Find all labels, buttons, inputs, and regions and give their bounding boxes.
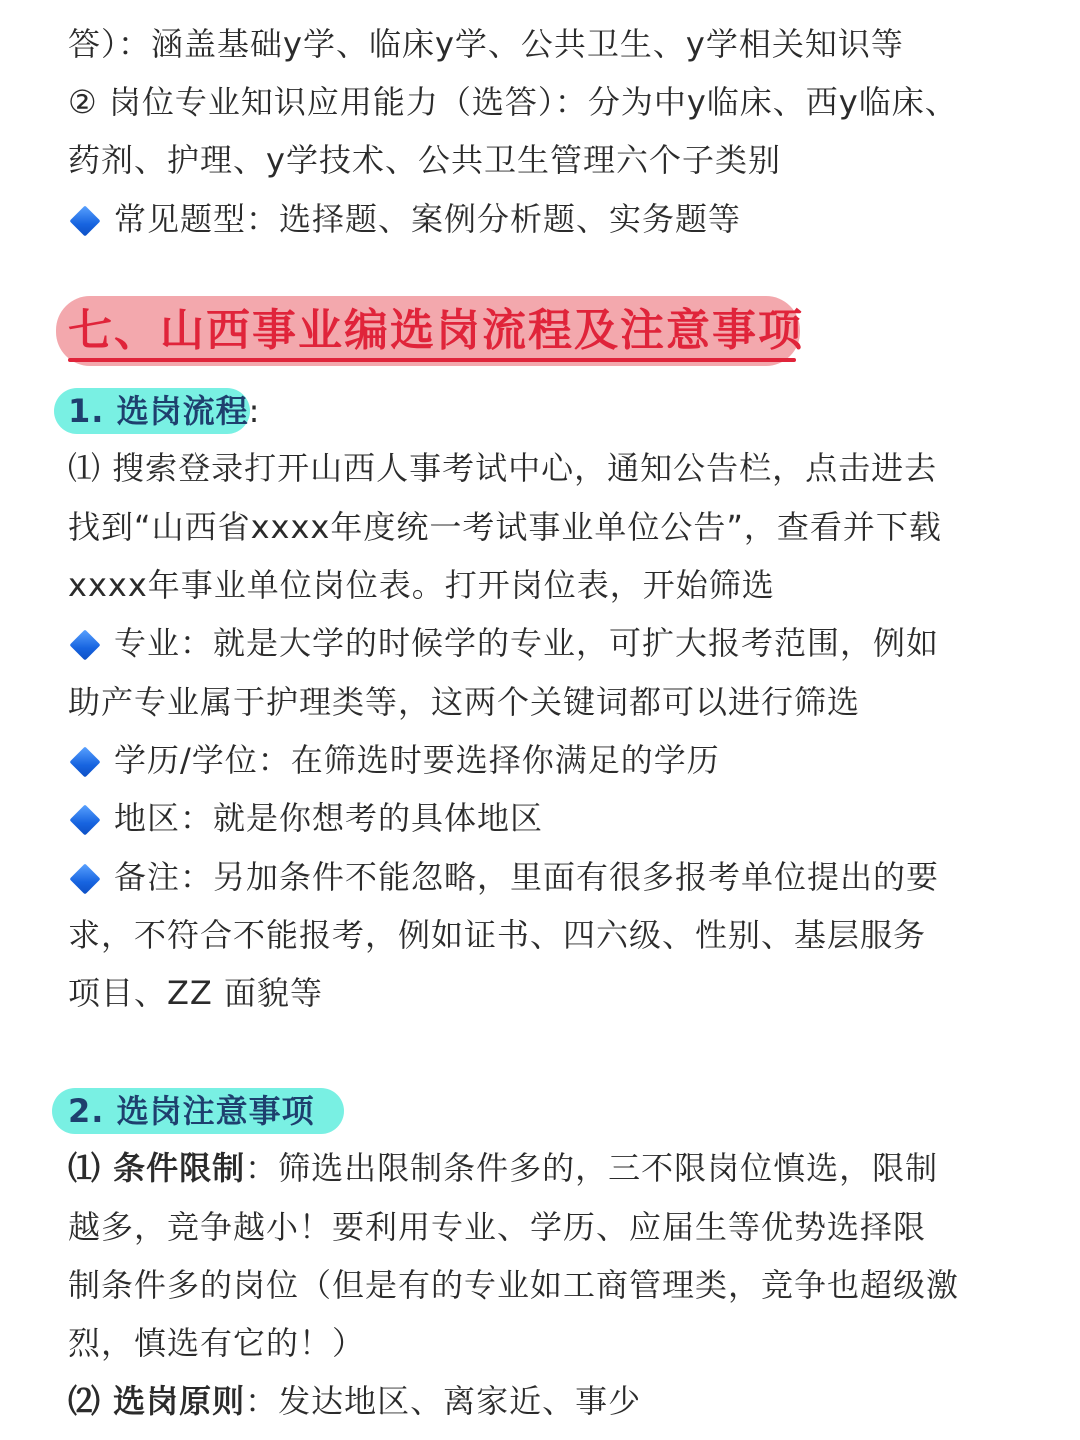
intro-line-3: 药剂、护理、y学技术、公共卫生管理六个子类别 <box>68 141 781 179</box>
intro-line-2: ② 岗位专业知识应用能力（选答）：分为中y临床、西y临床、 <box>68 83 958 121</box>
major-item <box>62 621 939 665</box>
condition-limit-line-2: 越多，竞争越小！要利用专业、学历、应届生等优势选择限 <box>68 1208 927 1246</box>
note-text-1: 备注：另加条件不能忽略，里面有很多报考单位提出的要 <box>114 858 940 896</box>
major-text-2: 助产专业属于护理类等，这两个关键词都可以进行筛选 <box>68 683 861 721</box>
region-item <box>62 796 543 840</box>
degree-text: 学历/学位：在筛选时要选择你满足的学历 <box>114 741 720 779</box>
process-heading <box>68 389 260 433</box>
intro-line-1: 答）：涵盖基础y学、临床y学、公共卫生、y学相关知识等 <box>68 25 904 63</box>
diamond-bullet-icon <box>69 804 100 835</box>
condition-limit-line-1 <box>68 1146 938 1190</box>
diamond-bullet-icon <box>69 863 100 894</box>
attention-heading: 2. 选岗注意事项 <box>68 1092 315 1130</box>
intro-question-types <box>62 197 741 241</box>
region-text: 地区：就是你想考的具体地区 <box>114 799 544 837</box>
process-heading-text: 1. 选岗流程 <box>68 392 249 430</box>
question-types-text: 常见题型：选择题、案例分析题、实务题等 <box>114 200 742 238</box>
note-item <box>62 855 939 899</box>
note-text-2: 求，不符合不能报考，例如证书、四六级、性别、基层服务 <box>68 916 927 954</box>
degree-item <box>62 738 720 782</box>
diamond-bullet-icon <box>69 629 100 660</box>
diamond-bullet-icon <box>69 205 100 236</box>
section-title: 七、山西事业编选岗流程及注意事项 <box>68 305 804 356</box>
selection-principle <box>68 1379 641 1423</box>
condition-limit-text-1: ：筛选出限制条件多的，三不限岗位慎选，限制 <box>245 1149 939 1187</box>
process-heading-colon: : <box>248 392 261 430</box>
section-title-underline <box>68 358 796 362</box>
condition-limit-label: ⑴ 条件限制 <box>68 1149 246 1187</box>
condition-limit-line-4: 烈，慎选有它的！） <box>68 1324 366 1362</box>
selection-principle-text: ：发达地区、离家近、事少 <box>245 1382 642 1420</box>
selection-principle-label: ⑵ 选岗原则 <box>68 1382 246 1420</box>
note-text-3: 项目、ZZ 面貌等 <box>68 974 324 1012</box>
process-step-1-line-1: ⑴ 搜索登录打开山西人事考试中心，通知公告栏，点击进去 <box>68 449 938 487</box>
diamond-bullet-icon <box>69 746 100 777</box>
process-step-1-line-2: 找到“山西省xxxx年度统一考试事业单位公告”，查看并下载 <box>68 508 942 546</box>
major-text-1: 专业：就是大学的时候学的专业，可扩大报考范围，例如 <box>114 624 940 662</box>
process-step-1-line-3: xxxx年事业单位岗位表。打开岗位表，开始筛选 <box>68 566 775 604</box>
condition-limit-line-3: 制条件多的岗位（但是有的专业如工商管理类，竞争也超级激 <box>68 1266 960 1304</box>
